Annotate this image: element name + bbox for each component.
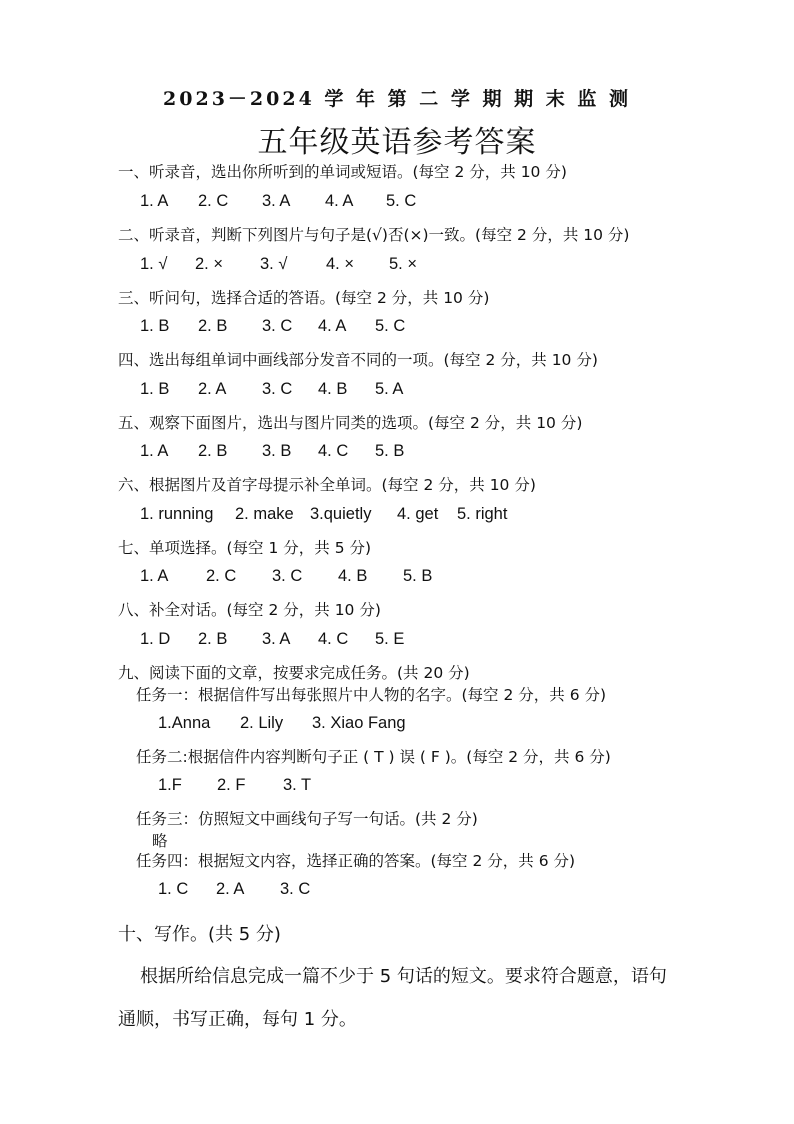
section-1-answers	[140, 192, 416, 211]
answer: 3. B	[262, 442, 292, 460]
section-1-heading: 一、听录音，选出你所听到的单词或短语。(每空 2 分，共 10 分)	[118, 163, 567, 181]
answer: 1. √	[140, 255, 168, 273]
section-9-heading: 九、阅读下面的文章，按要求完成任务。(共 20 分)	[118, 664, 470, 682]
section-6-heading: 六、根据图片及首字母提示补全单词。(每空 2 分，共 10 分)	[118, 476, 536, 494]
answer: 2. B	[198, 630, 228, 648]
answer: 3. C	[272, 567, 303, 585]
task-4-heading: 任务四：根据短文内容，选择正确的答案。(每空 2 分，共 6 分)	[136, 852, 576, 870]
answer: 2. make	[235, 505, 294, 523]
task-3-answer: 略	[152, 832, 168, 850]
section-2-answers	[140, 255, 417, 274]
answer: 5. C	[386, 192, 417, 210]
answer: 1. B	[140, 317, 170, 335]
section-5-answers	[140, 442, 404, 461]
answer: 4. B	[338, 567, 368, 585]
answer: 2. B	[198, 317, 228, 335]
answer: 1.F	[158, 776, 182, 794]
answer: 3. A	[262, 192, 291, 210]
section-8-heading: 八、补全对话。(每空 2 分，共 10 分)	[118, 601, 381, 619]
writing-instruction-line-1: 根据所给信息完成一篇不少于 5 句话的短文。要求符合题意，语句	[140, 966, 667, 987]
answer: 1. A	[140, 442, 169, 460]
section-3-heading: 三、听问句，选择合适的答语。(每空 2 分，共 10 分)	[118, 289, 490, 307]
answer: 1. B	[140, 380, 170, 398]
answer: 1. D	[140, 630, 171, 648]
section-5-heading: 五、观察下面图片，选出与图片同类的选项。(每空 2 分，共 10 分)	[118, 414, 583, 432]
answer: 3. A	[262, 630, 291, 648]
answer: 2. ×	[195, 255, 223, 273]
section-3-answers	[140, 317, 405, 336]
task-3-heading: 任务三：仿照短文中画线句子写一句话。(共 2 分)	[136, 810, 478, 828]
answer: 5. C	[375, 317, 406, 335]
answer: 2. C	[198, 192, 229, 210]
answer: 5. B	[375, 442, 405, 460]
answer: 5. A	[375, 380, 404, 398]
section-7-answers	[140, 567, 432, 586]
answer: 4. B	[318, 380, 348, 398]
answer-key-title: 五年级英语参考答案	[257, 125, 537, 160]
answer: 1. A	[140, 192, 169, 210]
task-4-answers	[158, 880, 310, 899]
answer: 3.quietly	[310, 505, 372, 523]
answer: 3. √	[260, 255, 288, 273]
answer: 3. Xiao Fang	[312, 714, 406, 732]
answer: 1. A	[140, 567, 169, 585]
answer: 3. C	[262, 317, 293, 335]
answer: 5. right	[457, 505, 508, 523]
task-1-heading: 任务一：根据信件写出每张照片中人物的名字。(每空 2 分，共 6 分)	[136, 686, 607, 704]
answer: 4. get	[397, 505, 439, 523]
exam-term-title: 2023－2024 学 年 第 二 学 期 期 末 监 测	[163, 88, 631, 110]
answer: 4. C	[318, 630, 349, 648]
section-10-heading: 十、写作。(共 5 分)	[118, 924, 281, 945]
answer: 4. A	[318, 317, 347, 335]
answer: 3. C	[262, 380, 293, 398]
task-1-answers	[158, 714, 406, 733]
answer: 2. A	[198, 380, 227, 398]
answer: 4. A	[325, 192, 354, 210]
section-4-heading: 四、选出每组单词中画线部分发音不同的一项。(每空 2 分，共 10 分)	[118, 351, 598, 369]
section-2-heading: 二、听录音，判断下列图片与句子是(√)否(×)一致。(每空 2 分，共 10 分)	[118, 226, 630, 244]
answer: 1. running	[140, 505, 214, 523]
section-7-heading: 七、单项选择。(每空 1 分，共 5 分)	[118, 539, 372, 557]
task-2-answers	[158, 776, 311, 795]
answer: 2. C	[206, 567, 237, 585]
section-4-answers	[140, 380, 403, 399]
answer: 3. T	[283, 776, 312, 794]
answer: 4. C	[318, 442, 349, 460]
answer: 1. C	[158, 880, 189, 898]
answer: 5. E	[375, 630, 405, 648]
task-2-heading: 任务二:根据信件内容判断句子正 ( T ) 误 ( F )。(每空 2 分，共 6 分)	[136, 748, 611, 766]
answer: 3. C	[280, 880, 311, 898]
answer: 5. B	[403, 567, 433, 585]
answer: 4. ×	[326, 255, 354, 273]
writing-instruction-line-2: 通顺，书写正确，每句 1 分。	[118, 1009, 357, 1030]
answer: 5. ×	[389, 255, 417, 273]
answer: 2. A	[216, 880, 245, 898]
answer: 2. Lily	[240, 714, 284, 732]
answer: 2. F	[217, 776, 246, 794]
section-6-answers	[140, 505, 507, 524]
answer: 1.Anna	[158, 714, 211, 732]
section-8-answers	[140, 630, 404, 649]
answer: 2. B	[198, 442, 228, 460]
